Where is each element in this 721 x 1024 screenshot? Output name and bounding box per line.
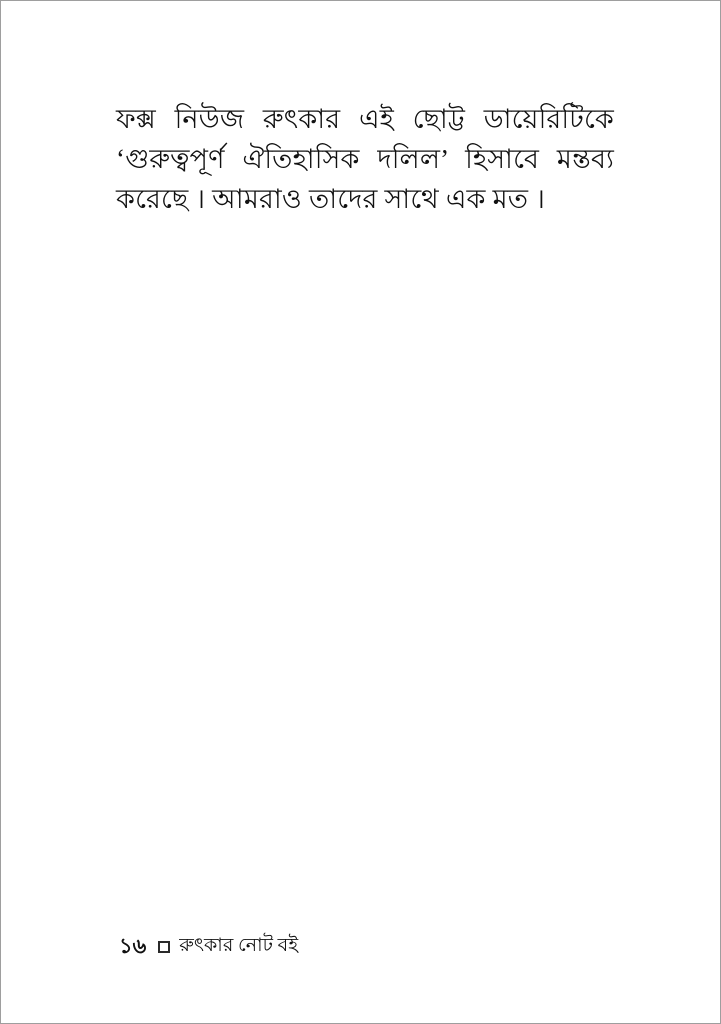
page-number: ১৬	[119, 934, 147, 958]
page-footer	[119, 932, 298, 960]
square-outline-icon	[158, 941, 170, 953]
body-paragraph: ফক্স নিউজ রুৎকার এই ছোট্ট ডায়েরিটিকে ‘গুরুত্বপূর্ণ ঐতিহাসিক দলিল’ হিসাবে মন্তব্য করেছে । আমরাও তাদের সাথে এক মত ।	[116, 104, 614, 214]
book-title: রুৎকার নোট বই	[179, 935, 299, 956]
